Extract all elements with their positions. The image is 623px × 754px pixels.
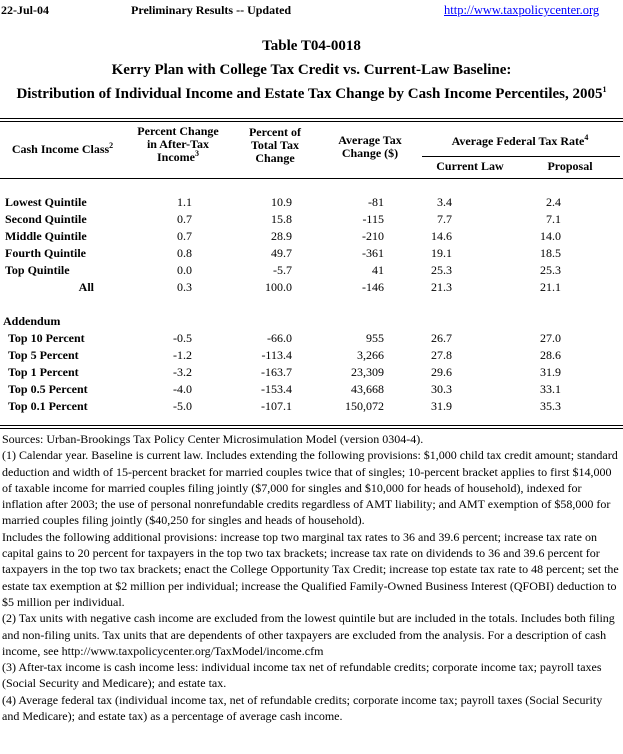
cell-pct-change: 0.3 — [177, 279, 192, 294]
cell-pct-change: -5.0 — [173, 398, 192, 413]
cell-avg-change: -361 — [362, 245, 384, 260]
table-row — [0, 212, 623, 228]
cell-proposal: 33.1 — [540, 381, 561, 396]
table-row — [0, 348, 623, 364]
header-rule — [0, 178, 623, 179]
top-rule — [0, 118, 623, 119]
row-label: Fourth Quintile — [5, 245, 87, 260]
cell-pct-total: -163.7 — [261, 364, 292, 379]
col-header-proposal: Proposal — [547, 159, 593, 173]
bottom-rule — [0, 425, 623, 426]
table-row — [0, 263, 623, 279]
cell-pct-total: 100.0 — [265, 279, 292, 294]
row-label: Second Quintile — [5, 211, 87, 226]
cell-current-law: 21.3 — [431, 279, 452, 294]
cell-pct-change: -4.0 — [173, 381, 192, 396]
cell-pct-total: 28.9 — [271, 228, 292, 243]
col-header-pct-change: Percent Change in After-Tax Income$^3$ — [137, 124, 219, 164]
cell-proposal: 21.1 — [540, 279, 561, 294]
row-label: Top 0.1 Percent — [8, 398, 88, 413]
cell-pct-change: -1.2 — [173, 347, 192, 362]
table-row — [0, 229, 623, 245]
row-label: Top 10 Percent — [8, 331, 85, 345]
cell-current-law: 14.6 — [431, 228, 452, 243]
note-2: (2) Tax units with negative cash income are excluded from the lowest quintile but are included in the totals. Includes both filing and non-filing units. Tax units that are dependents of other taxpayers are excluded from the analysis. For a description of cash income, see http://www.taxpolicycenter.org/TaxModel/income.cfm — [2, 611, 615, 658]
cell-avg-change: 41 — [372, 262, 384, 277]
col-header-avg-change: Average Tax Change ($) — [338, 133, 402, 160]
cell-proposal: 18.5 — [540, 245, 561, 260]
cell-avg-change: -210 — [362, 228, 384, 243]
table-number: Table T04-0018 — [262, 38, 361, 54]
rate-header-rule — [422, 156, 620, 157]
cell-pct-change: -3.2 — [173, 364, 192, 379]
row-label: Middle Quintile — [5, 228, 87, 243]
cell-proposal: 14.0 — [540, 228, 561, 243]
cell-avg-change: 3,266 — [357, 347, 384, 362]
cell-proposal: 35.3 — [540, 398, 561, 413]
cell-current-law: 3.4 — [437, 195, 452, 209]
report-date: 22-Jul-04 — [1, 3, 49, 17]
cell-proposal: 31.9 — [540, 364, 561, 379]
cell-proposal: 27.0 — [540, 331, 561, 345]
cell-pct-change: 0.0 — [177, 262, 192, 277]
col-header-avg-rate: Average Federal Tax Rate$^4$ — [451, 133, 589, 148]
cell-current-law: 30.3 — [431, 381, 452, 396]
row-label: Top Quintile — [5, 262, 70, 277]
col-header-income-class: Cash Income Class$^2$ — [11, 141, 114, 156]
cell-avg-change: -146 — [362, 279, 384, 294]
col-header-current-law: Current Law — [436, 159, 504, 173]
cell-pct-change: -0.5 — [173, 331, 192, 345]
table-row — [0, 399, 623, 415]
cell-pct-total: 10.9 — [271, 195, 292, 209]
table-row — [0, 280, 623, 296]
cell-pct-total: -153.4 — [261, 381, 292, 396]
table-row — [0, 365, 623, 381]
cell-avg-change: -115 — [362, 211, 384, 226]
table-row — [0, 331, 623, 347]
cell-avg-change: 150,072 — [345, 398, 384, 413]
table-row — [0, 246, 623, 262]
note-1: (1) Calendar year. Baseline is current law. Includes extending the following provisions: $1,000 child tax credit amount; standard deduction and width of 15-percent bracket for married couples twice that of singles; 10-percent bracket applies to first $14,000 of taxable income for married couples filing jointly ($7,000 for singles and $10,000 for heads of household), indexed for inflation after 2003; the use of personal nonrefundable credits regardless of AMT liability; and AMT exemption of $58,000 for married couples filing jointly ($40,250 for singles and heads of household). — [2, 448, 618, 528]
report-status: Preliminary Results -- Updated — [131, 3, 292, 17]
row-label: Top 5 Percent — [8, 347, 79, 362]
cell-pct-change: 1.1 — [177, 195, 192, 209]
row-label: Top 0.5 Percent — [8, 381, 88, 396]
cell-current-law: 27.8 — [431, 347, 452, 362]
note-1-additional: Includes the following additional provisions: increase top two marginal tax rates to 36 and 39.6 percent; increase tax rate on capital gains to 20 percent for taxpayers in the top two tax brackets; increase tax rate on dividends to 36 and 39.6 percent for taxpayers in the top two tax brackets; enact the College Opportunity Tax Credit; increase top estate tax rate to 48 percent; set the estate tax exemption at $2 million per individual; increase the Qualified Family-Owned Business Interest (QFOBI) deduction to $5 million per individual. — [2, 529, 619, 609]
cell-pct-change: 0.7 — [177, 228, 192, 243]
cell-avg-change: 43,668 — [351, 381, 384, 396]
row-label: Top 1 Percent — [8, 364, 79, 379]
table-row — [0, 195, 623, 211]
cell-proposal: 2.4 — [546, 195, 561, 209]
row-label: Lowest Quintile — [5, 195, 87, 209]
cell-current-law: 29.6 — [431, 364, 452, 379]
cell-avg-change: 955 — [366, 331, 384, 345]
table-title-line1: Kerry Plan with College Tax Credit vs. Current-Law Baseline: — [111, 62, 512, 78]
cell-proposal: 28.6 — [540, 347, 561, 362]
cell-pct-total: -113.4 — [261, 347, 292, 362]
cell-pct-change: 0.7 — [177, 211, 192, 226]
col-header-pct-total: Percent of Total Tax Change — [248, 125, 302, 165]
cell-current-law: 26.7 — [431, 331, 452, 345]
cell-pct-total: 15.8 — [271, 211, 292, 226]
addendum-label: Addendum — [3, 314, 61, 328]
table-row — [0, 382, 623, 398]
cell-proposal: 25.3 — [540, 262, 561, 277]
cell-current-law: 7.7 — [437, 211, 452, 226]
cell-proposal: 7.1 — [546, 211, 561, 226]
row-label: All — [78, 279, 94, 294]
table-title-line2: Distribution of Individual Income and Estate Tax Change by Cash Income Percentiles, 2005$^1$ — [16, 85, 607, 102]
cell-current-law: 31.9 — [431, 398, 452, 413]
tpc-link[interactable]: http://www.taxpolicycenter.org — [444, 3, 600, 17]
cell-pct-total: -66.0 — [267, 331, 292, 345]
note-3: (3) After-tax income is cash income less: individual income tax net of refundable credits; corporate income tax; payroll taxes (Social Security and Medicare); and estate tax. — [2, 660, 602, 691]
cell-avg-change: -81 — [368, 195, 384, 209]
cell-pct-change: 0.8 — [177, 245, 192, 260]
bottom-rule-double — [0, 428, 623, 429]
cell-current-law: 25.3 — [431, 262, 452, 277]
cell-pct-total: -5.7 — [273, 262, 292, 277]
cell-pct-total: -107.1 — [261, 398, 292, 413]
cell-avg-change: 23,309 — [351, 364, 384, 379]
note-4: (4) Average federal tax (individual income tax, net of refundable credits; corporate income tax; payroll taxes (Social Security and Medicare); and estate tax) as a percentage of average cash income. — [2, 692, 603, 724]
top-rule-double — [0, 121, 623, 122]
note-sources: Sources: Urban-Brookings Tax Policy Center Microsimulation Model (version 0304-4). — [2, 432, 424, 446]
cell-pct-total: 49.7 — [271, 245, 292, 260]
cell-current-law: 19.1 — [431, 245, 452, 260]
footnotes — [2, 431, 620, 724]
